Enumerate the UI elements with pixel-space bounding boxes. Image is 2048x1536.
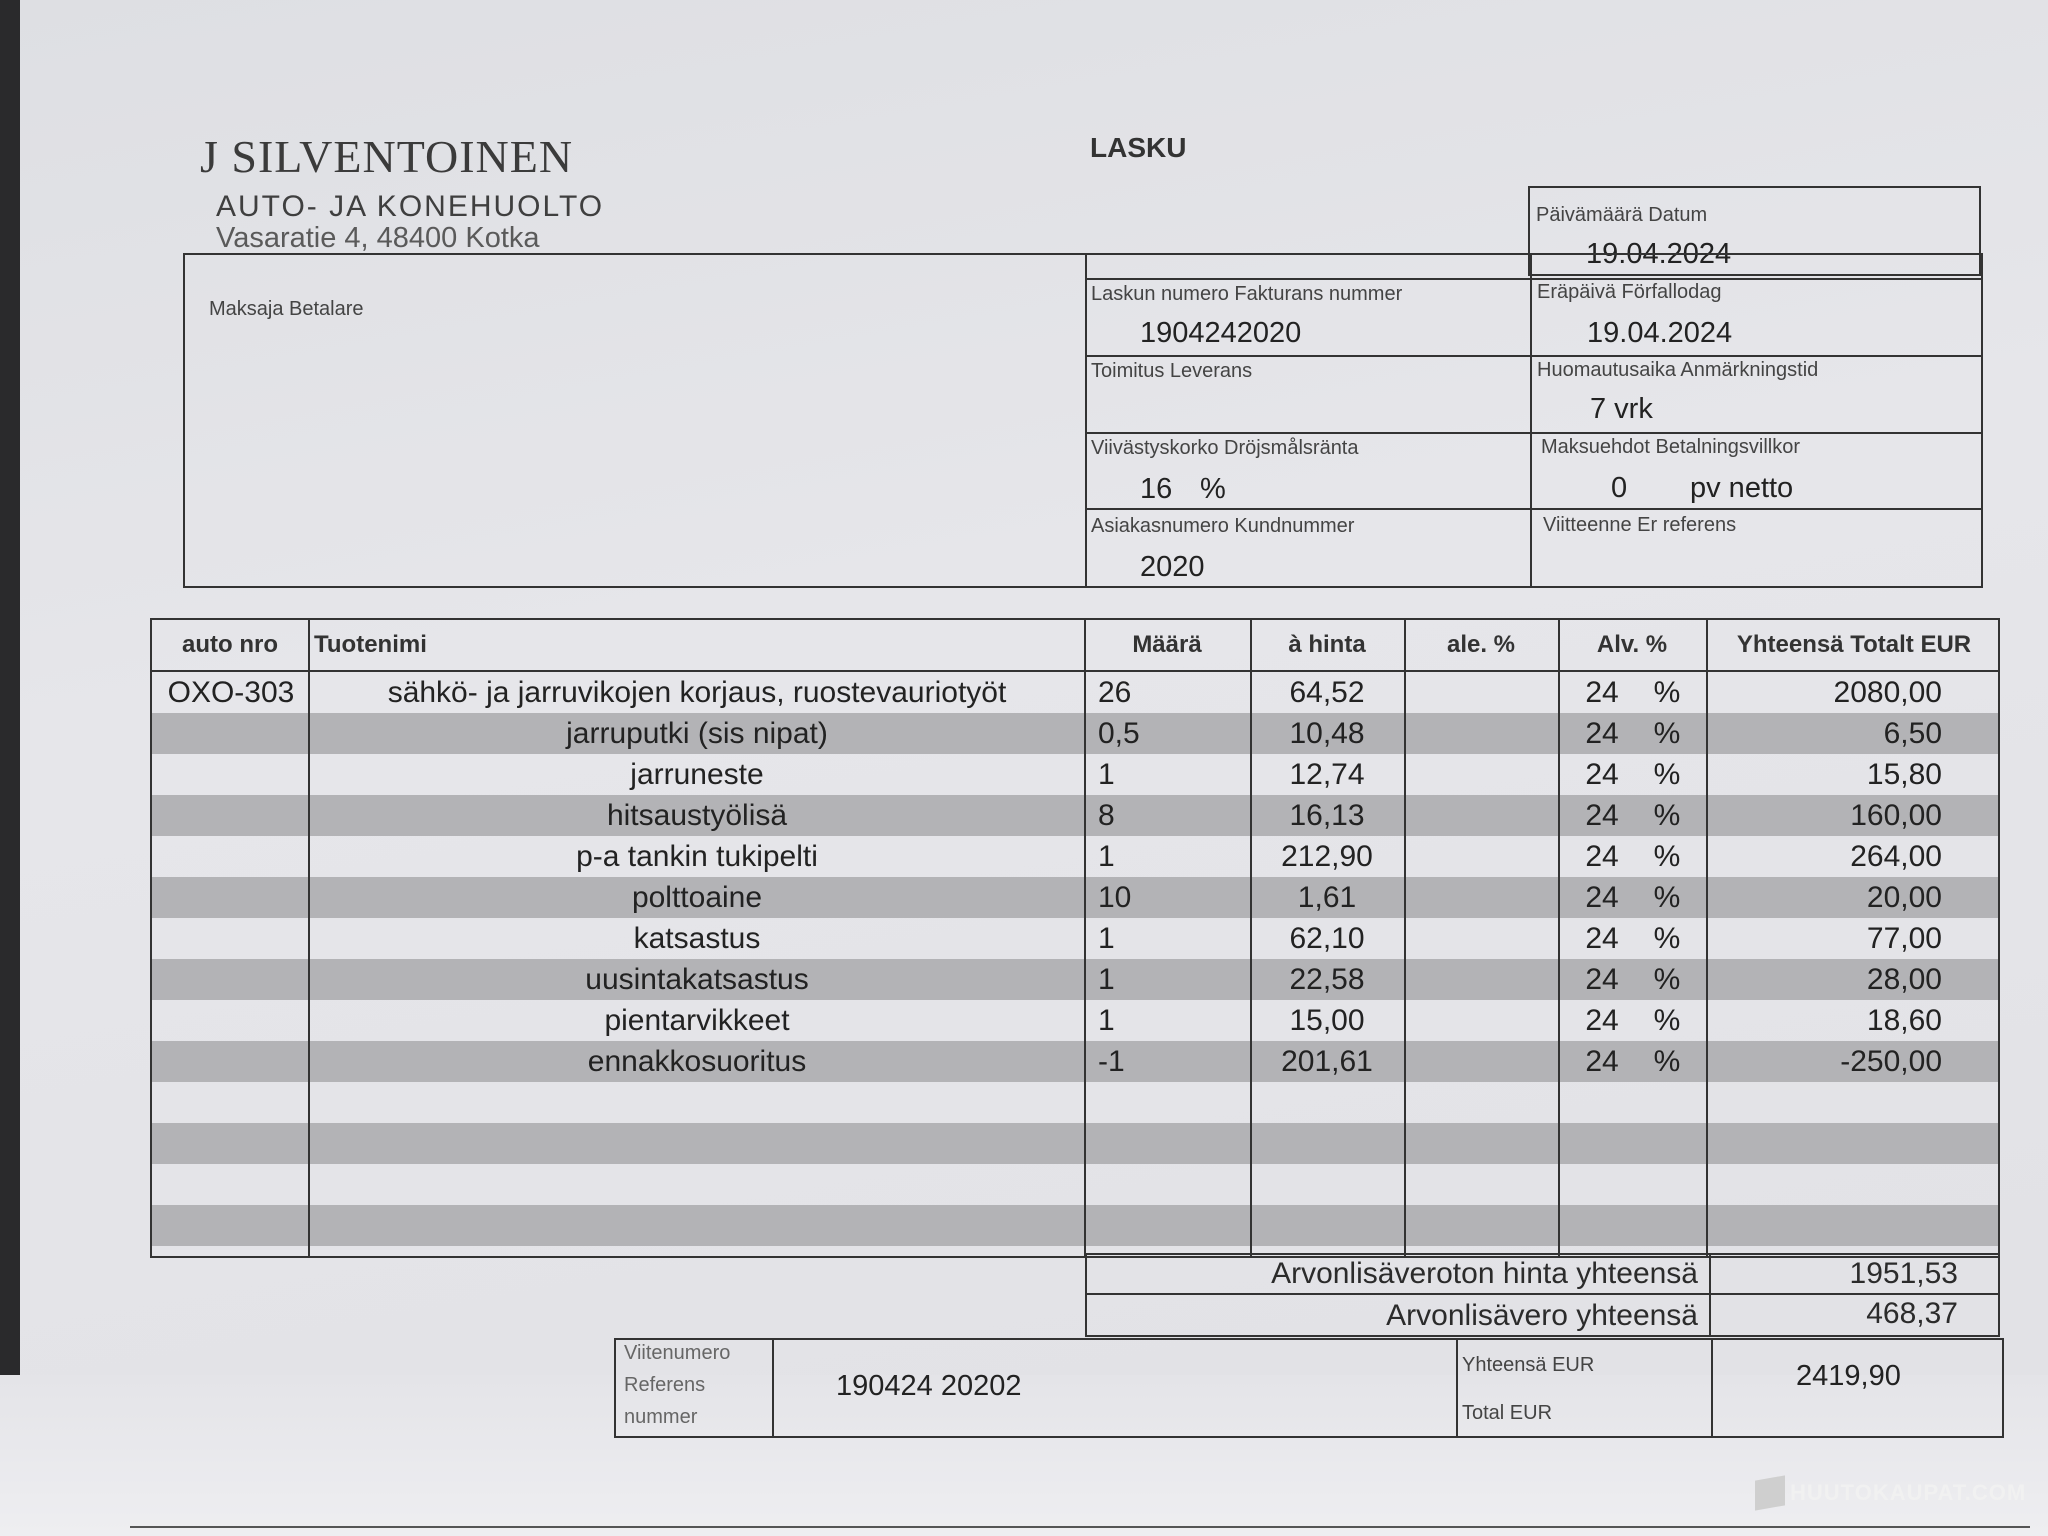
quantity: 1 — [1098, 839, 1115, 873]
line-total: 18,60 — [1866, 1003, 1942, 1037]
reference-number-value: 190424 20202 — [836, 1370, 1022, 1402]
quantity: 26 — [1098, 675, 1132, 709]
unit-price: 12,74 — [1289, 757, 1365, 791]
vat-total-row — [1085, 1293, 2000, 1337]
table-row — [152, 795, 1998, 836]
table-row — [152, 918, 1998, 959]
terms-label: Maksuehdot Betalningsvillkor — [1541, 436, 1801, 458]
unit-price: 10,48 — [1289, 716, 1365, 750]
table-row — [152, 713, 1998, 754]
table-row — [152, 836, 1998, 877]
vat-rate: 24 — [1585, 675, 1619, 709]
reference-label-3: nummer — [624, 1406, 698, 1428]
table-row — [152, 1082, 1998, 1123]
col-header-product: Tuotenimi — [314, 631, 427, 658]
vat-rate: 24 — [1585, 921, 1619, 955]
delivery-label: Toimitus Leverans — [1091, 360, 1253, 382]
table-row — [152, 1164, 1998, 1205]
line-total: 160,00 — [1850, 798, 1942, 832]
invoice-number-label: Laskun numero Fakturans nummer — [1091, 283, 1403, 305]
watermark: HUUTOKAUPAT.COM — [1790, 1480, 2027, 1505]
table-row — [152, 754, 1998, 795]
terms-value: 0 — [1611, 472, 1628, 504]
line-total: 77,00 — [1866, 921, 1942, 955]
vat-percent-sign: % — [1653, 880, 1681, 914]
net-total-label: Arvonlisäveroton hinta yhteensä — [1271, 1257, 1698, 1290]
product-name: p-a tankin tukipelti — [576, 839, 818, 873]
quantity: 1 — [1098, 962, 1115, 996]
header-block — [183, 253, 1983, 588]
grand-total-label-2: Total EUR — [1462, 1402, 1553, 1424]
product-name: pientarvikkeet — [604, 1003, 790, 1037]
unit-price: 62,10 — [1289, 921, 1365, 955]
product-name: uusintakatsastus — [585, 962, 809, 996]
table-row — [152, 1205, 1998, 1246]
reference-label-2: Referens — [624, 1374, 706, 1396]
product-name: sähkö- ja jarruvikojen korjaus, ruostevauriotyöt — [387, 675, 1007, 709]
vat-rate: 24 — [1585, 1003, 1619, 1037]
table-row — [152, 1123, 1998, 1164]
table-row — [152, 1041, 1998, 1082]
col-header-unit-price: à hinta — [1288, 631, 1366, 658]
vat-rate: 24 — [1585, 1044, 1619, 1078]
interest-value: 16 — [1140, 473, 1173, 505]
company-name: J SILVENTOINEN — [200, 131, 574, 182]
col-header-discount: ale. % — [1446, 631, 1516, 658]
line-total: 264,00 — [1850, 839, 1942, 873]
customer-number-label: Asiakasnumero Kundnummer — [1091, 515, 1355, 537]
due-date-value: 19.04.2024 — [1587, 317, 1733, 349]
table-row — [152, 672, 1998, 713]
document-title: LASKU — [1090, 132, 1187, 163]
notice-value: 7 vrk — [1590, 393, 1653, 425]
quantity: -1 — [1098, 1044, 1125, 1078]
grand-total-label-1: Yhteensä EUR — [1462, 1354, 1595, 1376]
vat-percent-sign: % — [1653, 962, 1681, 996]
car-number: OXO-303 — [167, 675, 295, 709]
interest-unit: % — [1200, 473, 1226, 505]
line-total: 28,00 — [1866, 962, 1942, 996]
watermark-logo-icon — [1755, 1475, 1785, 1510]
line-total: -250,00 — [1840, 1044, 1942, 1078]
table-row — [152, 877, 1998, 918]
col-header-vat: Alv. % — [1596, 631, 1668, 658]
interest-label: Viivästyskorko Dröjsmålsränta — [1091, 437, 1359, 459]
vat-percent-sign: % — [1653, 1003, 1681, 1037]
vat-rate: 24 — [1585, 839, 1619, 873]
col-header-quantity: Määrä — [1132, 631, 1202, 658]
unit-price: 16,13 — [1289, 798, 1365, 832]
vat-percent-sign: % — [1653, 921, 1681, 955]
product-name: hitsaustyölisä — [606, 798, 788, 832]
line-items-table — [150, 618, 2000, 1258]
quantity: 1 — [1098, 921, 1115, 955]
bottom-rule — [130, 1526, 2030, 1528]
product-name: ennakkosuoritus — [587, 1044, 807, 1078]
line-total: 6,50 — [1883, 716, 1942, 750]
date-label: Päivämäärä Datum — [1536, 204, 1708, 226]
vat-total-value: 468,37 — [1866, 1297, 1958, 1330]
unit-price: 201,61 — [1281, 1044, 1373, 1078]
quantity: 8 — [1098, 798, 1115, 832]
vat-percent-sign: % — [1653, 757, 1681, 791]
vat-percent-sign: % — [1653, 716, 1681, 750]
vat-total-label: Arvonlisävero yhteensä — [1386, 1299, 1698, 1332]
due-date-label: Eräpäivä Förfallodag — [1537, 281, 1722, 303]
customer-number-value: 2020 — [1140, 551, 1205, 583]
vat-percent-sign: % — [1653, 839, 1681, 873]
table-row — [152, 959, 1998, 1000]
product-name: jarruputki (sis nipat) — [566, 716, 828, 750]
quantity: 1 — [1098, 757, 1115, 791]
unit-price: 1,61 — [1297, 880, 1357, 914]
vat-rate: 24 — [1585, 716, 1619, 750]
unit-price: 22,58 — [1289, 962, 1365, 996]
net-total-row — [1085, 1253, 2000, 1295]
quantity: 0,5 — [1098, 716, 1140, 750]
line-total: 15,80 — [1866, 757, 1942, 791]
terms-unit: pv netto — [1690, 472, 1794, 504]
table-row — [152, 1000, 1998, 1041]
quantity: 10 — [1098, 880, 1132, 914]
line-total: 2080,00 — [1833, 675, 1942, 709]
line-total: 20,00 — [1866, 880, 1942, 914]
unit-price: 15,00 — [1289, 1003, 1365, 1037]
vat-rate: 24 — [1585, 798, 1619, 832]
vat-rate: 24 — [1585, 880, 1619, 914]
quantity: 1 — [1098, 1003, 1115, 1037]
vat-rate: 24 — [1585, 962, 1619, 996]
vat-percent-sign: % — [1653, 675, 1681, 709]
grand-total-value: 2419,90 — [1796, 1360, 1901, 1392]
product-name: jarruneste — [630, 757, 764, 791]
net-total-value: 1951,53 — [1849, 1257, 1958, 1290]
reference-label-1: Viitenumero — [624, 1342, 731, 1364]
vat-percent-sign: % — [1653, 1044, 1681, 1078]
company-subtitle: AUTO- JA KONEHUOLTO — [216, 190, 605, 223]
reference-total-row — [614, 1338, 2004, 1438]
product-name: katsastus — [633, 921, 761, 955]
col-header-car: auto nro — [182, 631, 278, 658]
unit-price: 212,90 — [1281, 839, 1373, 873]
invoice-number-value: 1904242020 — [1140, 317, 1302, 349]
date-value: 19.04.2024 — [1586, 238, 1732, 270]
unit-price: 64,52 — [1289, 675, 1365, 709]
company-address: Vasaratie 4, 48400 Kotka — [216, 222, 540, 254]
notice-label: Huomautusaika Anmärkningstid — [1537, 359, 1819, 381]
payer-label: Maksaja Betalare — [209, 298, 364, 320]
your-reference-label: Viitteenne Er referens — [1543, 514, 1737, 536]
product-name: polttoaine — [631, 880, 763, 914]
col-header-total: Yhteensä Totalt EUR — [1736, 631, 1972, 658]
vat-rate: 24 — [1585, 757, 1619, 791]
vat-percent-sign: % — [1653, 798, 1681, 832]
